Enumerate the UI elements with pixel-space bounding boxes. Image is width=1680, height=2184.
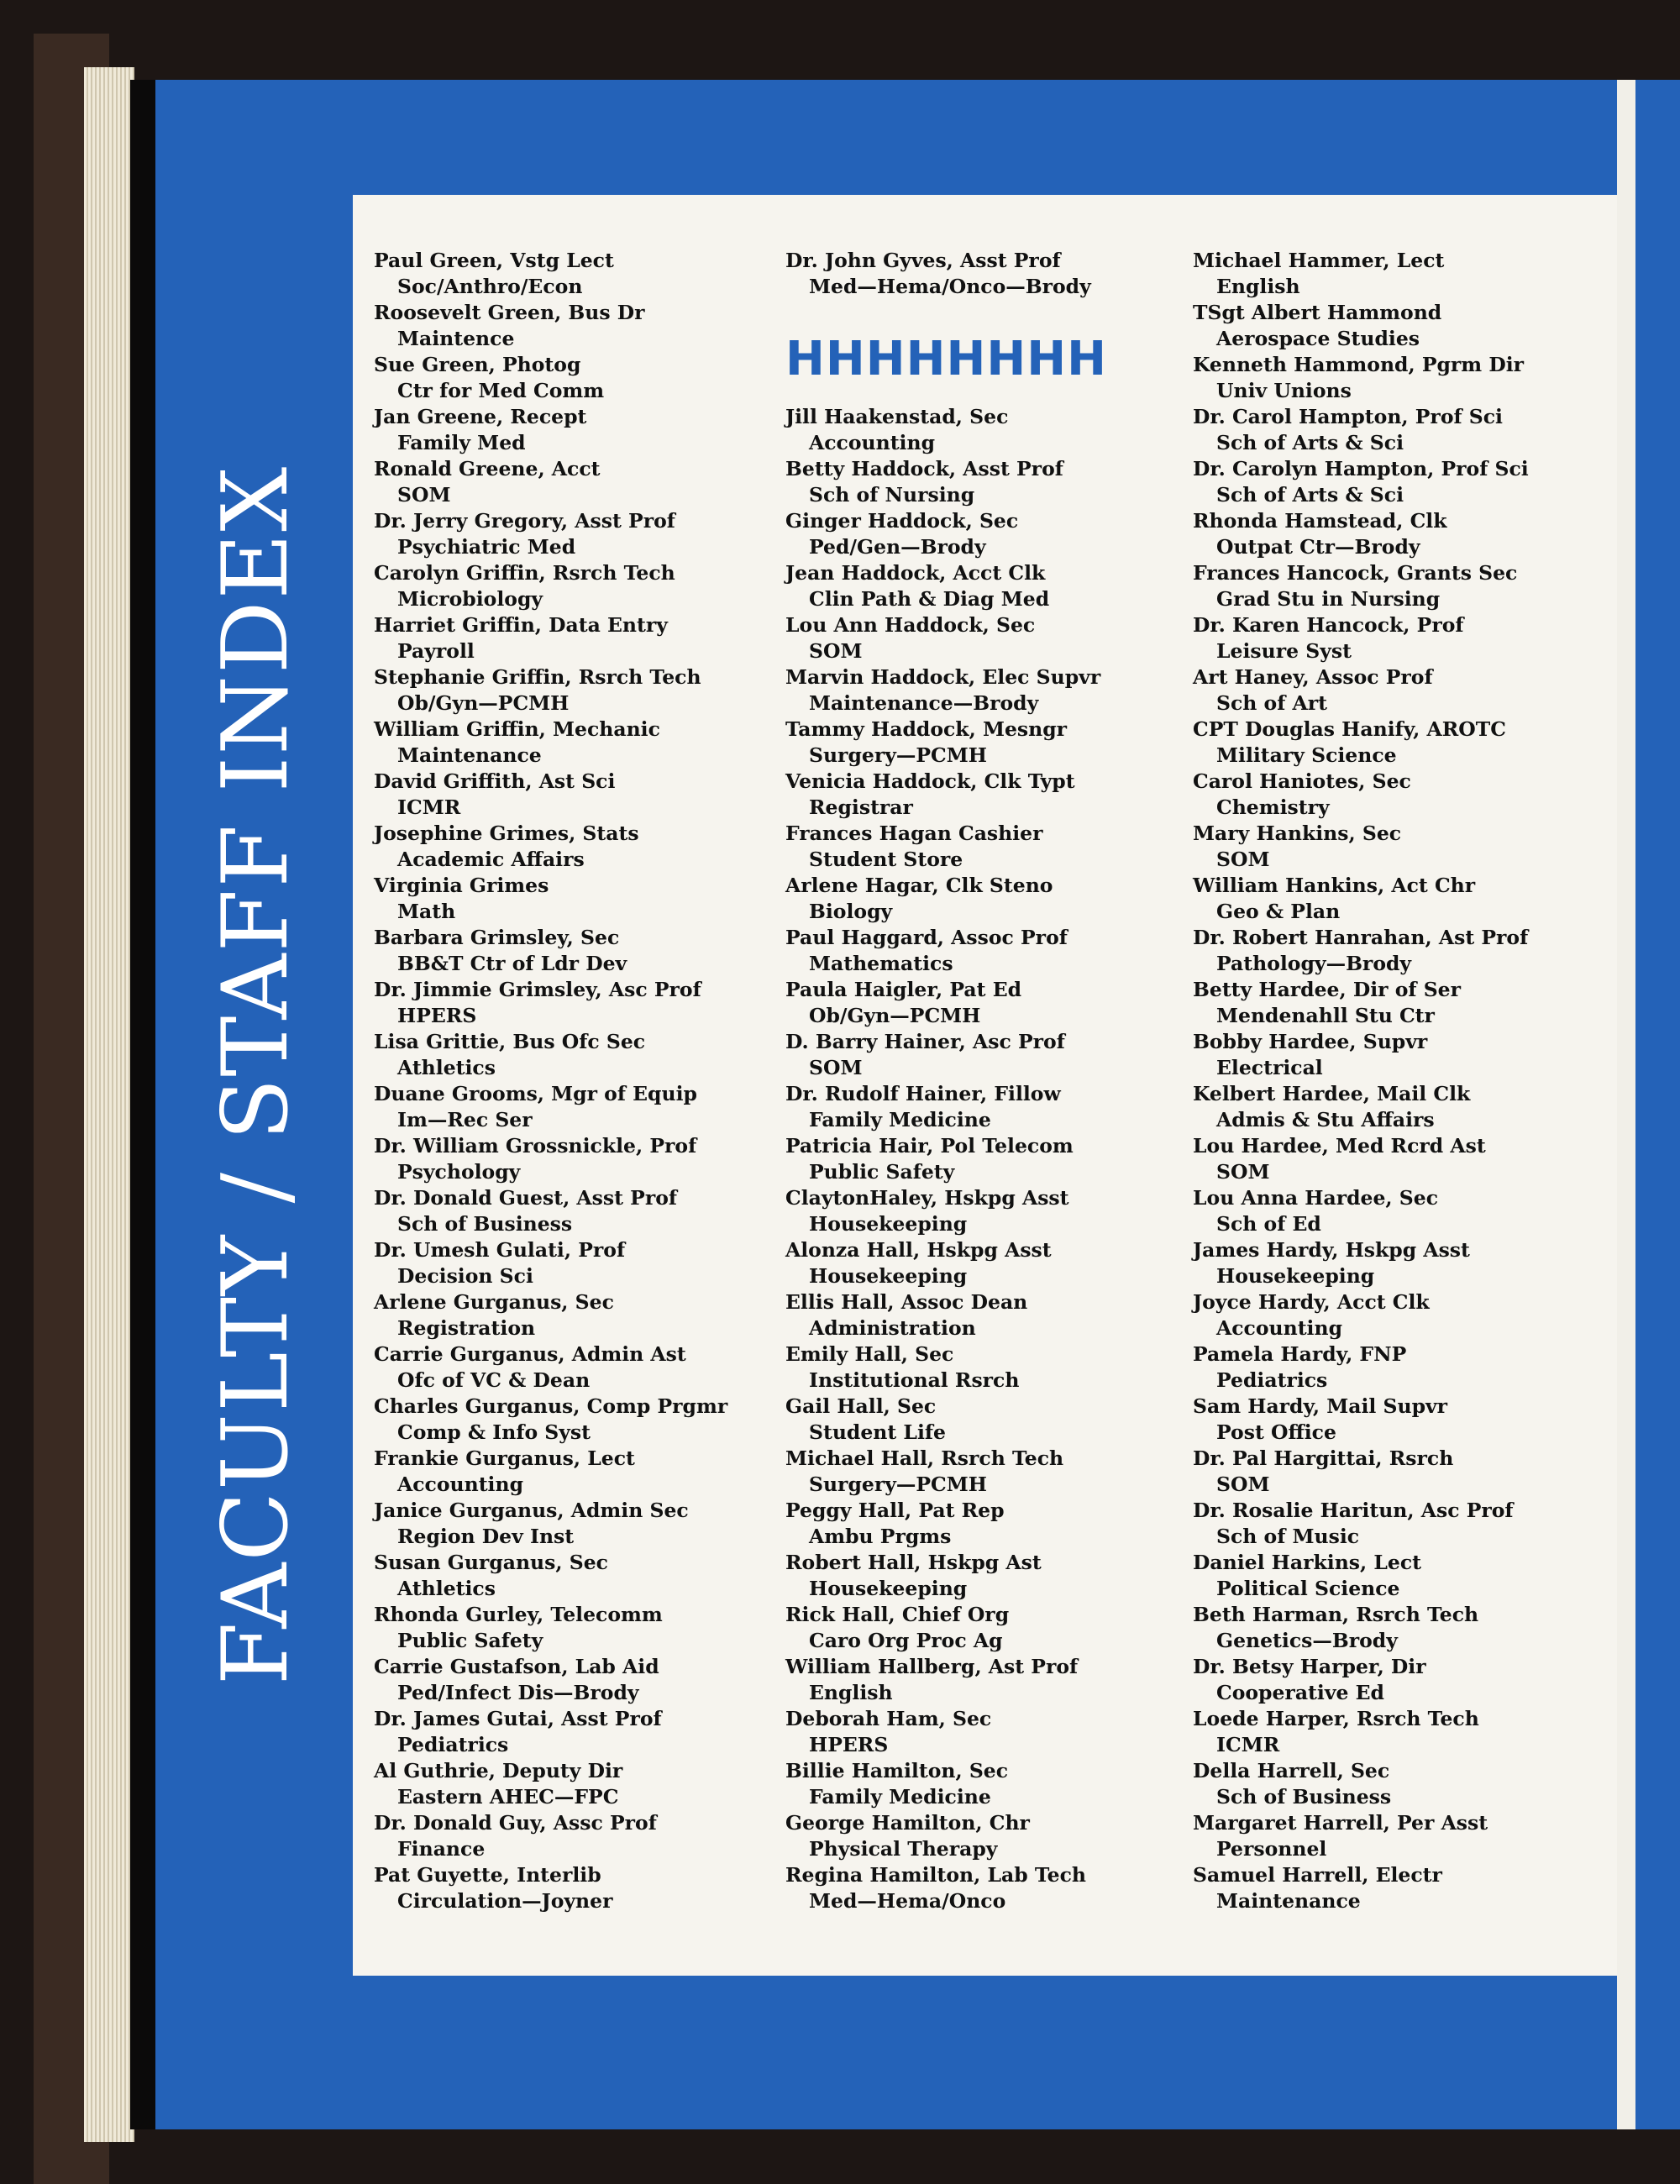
entry-name: Samuel Harrell, Electr [1193, 1863, 1442, 1887]
entry-department: Caro Org Proc Ag [809, 1629, 1003, 1652]
entry-department: Sch of Business [1216, 1785, 1392, 1809]
index-entry [1193, 508, 1596, 560]
index-entry [374, 664, 769, 717]
entry-name: Paul Haggard, Assoc Prof [785, 926, 1068, 949]
entry-name: William Hankins, Act Chr [1193, 874, 1476, 897]
entry-department: Med—Hema/Onco—Brody [809, 275, 1091, 298]
entry-name: Charles Gurganus, Comp Prgmr [374, 1394, 728, 1418]
entry-name: Lou Hardee, Med Rcrd Ast [1193, 1134, 1486, 1158]
entry-department: English [809, 1681, 893, 1704]
index-entry [1193, 664, 1596, 717]
entry-department: SOM [809, 1056, 863, 1079]
page-stack-edges [84, 67, 134, 2142]
index-entry [785, 1341, 1180, 1394]
index-entry [374, 1706, 769, 1758]
entry-name: Michael Hall, Rsrch Tech [785, 1446, 1064, 1470]
entry-department: Political Science [1216, 1577, 1400, 1600]
entry-name: Della Harrell, Sec [1193, 1759, 1390, 1782]
index-entry [785, 1029, 1180, 1081]
entry-department: Ped/Gen—Brody [809, 535, 986, 559]
entry-department: Housekeeping [809, 1264, 968, 1288]
index-entry [1193, 977, 1596, 1029]
entry-department: Student Life [809, 1420, 946, 1444]
index-entry [785, 1758, 1180, 1810]
index-entry [785, 1185, 1180, 1237]
index-entry [1193, 717, 1596, 769]
entry-name: Duane Grooms, Mgr of Equip [374, 1082, 697, 1105]
entry-department: English [1216, 275, 1300, 298]
index-entry [785, 1810, 1180, 1862]
index-entry [785, 1237, 1180, 1289]
entry-name: Kenneth Hammond, Pgrm Dir [1193, 353, 1525, 376]
entry-department: Soc/Anthro/Econ [397, 275, 583, 298]
entry-department: Maintenance [1216, 1889, 1361, 1913]
entry-name: Venicia Haddock, Clk Typt [785, 769, 1075, 793]
index-entry [374, 456, 769, 508]
entry-name: Rick Hall, Chief Org [785, 1603, 1010, 1626]
entry-name: Sue Green, Photog [374, 353, 581, 376]
entry-name: David Griffith, Ast Sci [374, 769, 616, 793]
entry-department: Maintence [397, 327, 515, 350]
entry-name: Betty Haddock, Asst Prof [785, 457, 1063, 480]
entry-name: Gail Hall, Sec [785, 1394, 937, 1418]
index-entry [1193, 1602, 1596, 1654]
entry-department: Registrar [809, 795, 913, 819]
entry-name: Stephanie Griffin, Rsrch Tech [374, 665, 701, 689]
index-entry [1193, 1706, 1596, 1758]
index-entry [374, 1862, 769, 1914]
entry-department: HPERS [397, 1004, 477, 1027]
index-entry [1193, 1029, 1596, 1081]
entry-department: Finance [397, 1837, 486, 1861]
entry-name: Deborah Ham, Sec [785, 1707, 992, 1730]
entry-department: Family Medicine [809, 1785, 991, 1809]
entry-name: Carol Haniotes, Sec [1193, 769, 1411, 793]
index-entry [374, 1185, 769, 1237]
entry-name: Joyce Hardy, Acct Clk [1193, 1290, 1430, 1314]
index-entry [374, 1654, 769, 1706]
entry-name: Alonza Hall, Hskpg Asst [785, 1238, 1052, 1262]
entry-department: SOM [397, 483, 451, 507]
entry-name: Dr. Robert Hanrahan, Ast Prof [1193, 926, 1529, 949]
entry-department: Biology [809, 900, 893, 923]
entry-name: Dr. Rosalie Haritun, Asc Prof [1193, 1499, 1514, 1522]
entry-name: TSgt Albert Hammond [1193, 301, 1442, 324]
entry-department: Student Store [809, 848, 963, 871]
entry-department: BB&T Ctr of Ldr Dev [397, 952, 627, 975]
index-entry [785, 1862, 1180, 1914]
entry-department: Psychology [397, 1160, 521, 1184]
entry-name: D. Barry Hainer, Asc Prof [785, 1030, 1065, 1053]
index-entry [1193, 1810, 1596, 1862]
entry-name: Josephine Grimes, Stats [374, 822, 639, 845]
entry-department: Clin Path & Diag Med [809, 587, 1050, 611]
entry-name: Rhonda Gurley, Telecomm [374, 1603, 663, 1626]
entry-department: SOM [809, 639, 863, 663]
entry-department: Univ Unions [1216, 379, 1352, 402]
index-entry [785, 1289, 1180, 1341]
entry-name: Dr. Jerry Gregory, Asst Prof [374, 509, 675, 533]
entry-name: Virginia Grimes [374, 874, 549, 897]
entry-name: CPT Douglas Hanify, AROTC [1193, 717, 1506, 741]
entry-department: Sch of Ed [1216, 1212, 1321, 1236]
entry-department: Sch of Business [397, 1212, 573, 1236]
index-entry [785, 1133, 1180, 1185]
index-entry [374, 1289, 769, 1341]
entry-name: Harriet Griffin, Data Entry [374, 613, 668, 637]
entry-name: Mary Hankins, Sec [1193, 822, 1402, 845]
index-entry [785, 404, 1180, 456]
entry-department: Accounting [397, 1473, 523, 1496]
entry-department: Ctr for Med Comm [397, 379, 605, 402]
entry-department: Family Medicine [809, 1108, 991, 1131]
entry-department: Ob/Gyn—PCMH [809, 1004, 981, 1027]
entry-name: Ronald Greene, Acct [374, 457, 601, 480]
index-entry [374, 1029, 769, 1081]
entry-department: Geo & Plan [1216, 900, 1341, 923]
index-entry [1193, 1289, 1596, 1341]
index-entry [1193, 300, 1596, 352]
index-entry [374, 508, 769, 560]
index-entry [785, 821, 1180, 873]
entry-name: Betty Hardee, Dir of Ser [1193, 978, 1462, 1001]
entry-name: Dr. Donald Guy, Assc Prof [374, 1811, 657, 1835]
index-entry [374, 769, 769, 821]
entry-department: Pathology—Brody [1216, 952, 1412, 975]
entry-name: Pat Guyette, Interlib [374, 1863, 601, 1887]
entry-name: Pamela Hardy, FNP [1193, 1342, 1407, 1366]
entry-department: Eastern AHEC—FPC [397, 1785, 619, 1809]
entry-name: Arlene Gurganus, Sec [374, 1290, 614, 1314]
entry-department: Personnel [1216, 1837, 1327, 1861]
entry-department: Academic Affairs [397, 848, 585, 871]
entry-department: Outpat Ctr—Brody [1216, 535, 1420, 559]
index-entry [785, 1446, 1180, 1498]
index-entry [374, 925, 769, 977]
entry-department: Mendenahll Stu Ctr [1216, 1004, 1435, 1027]
index-column-1 [374, 248, 769, 1914]
index-entry [374, 1602, 769, 1654]
entry-department: Surgery—PCMH [809, 1473, 987, 1496]
entry-name: Lou Ann Haddock, Sec [785, 613, 1036, 637]
entry-name: William Hallberg, Ast Prof [785, 1655, 1079, 1678]
entry-name: Roosevelt Green, Bus Dr [374, 301, 645, 324]
entry-name: Emily Hall, Sec [785, 1342, 954, 1366]
entry-department: Sch of Arts & Sci [1216, 483, 1404, 507]
index-entry [785, 664, 1180, 717]
entry-department: Accounting [1216, 1316, 1342, 1340]
entry-name: Patricia Hair, Pol Telecom [785, 1134, 1074, 1158]
entry-department: Leisure Syst [1216, 639, 1352, 663]
side-title: FACULTY / STAFF INDEX [203, 465, 308, 1686]
entry-department: Comp & Info Syst [397, 1420, 591, 1444]
index-entry [374, 1498, 769, 1550]
entry-name: Carrie Gurganus, Admin Ast [374, 1342, 686, 1366]
entry-name: Jill Haakenstad, Sec [785, 405, 1009, 428]
entry-department: Sch of Nursing [809, 483, 975, 507]
index-entry [1193, 1758, 1596, 1810]
entry-name: Margaret Harrell, Per Asst [1193, 1811, 1488, 1835]
index-entry [374, 873, 769, 925]
entry-department: Electrical [1216, 1056, 1323, 1079]
entry-department: ICMR [397, 795, 461, 819]
entry-department: Ambu Prgms [809, 1525, 952, 1548]
index-entry [785, 873, 1180, 925]
letter-heading: HHHHHHHH [785, 332, 1107, 386]
index-entry [374, 404, 769, 456]
entry-name: Frankie Gurganus, Lect [374, 1446, 635, 1470]
entry-name: Daniel Harkins, Lect [1193, 1551, 1422, 1574]
index-entry [374, 717, 769, 769]
index-entry [374, 1446, 769, 1498]
entry-name: Dr. James Gutai, Asst Prof [374, 1707, 662, 1730]
index-entry [1193, 404, 1596, 456]
index-entry [374, 1341, 769, 1394]
entry-name: Regina Hamilton, Lab Tech [785, 1863, 1086, 1887]
entry-name: Paula Haigler, Pat Ed [785, 978, 1022, 1001]
index-entry [1193, 352, 1596, 404]
entry-name: Art Haney, Assoc Prof [1193, 665, 1433, 689]
index-column-2 [785, 248, 1180, 1914]
entry-name: Dr. Donald Guest, Asst Prof [374, 1186, 677, 1210]
index-entry [374, 821, 769, 873]
entry-name: Dr. John Gyves, Asst Prof [785, 249, 1061, 272]
entry-name: Dr. Jimmie Grimsley, Asc Prof [374, 978, 701, 1001]
entry-department: Aerospace Studies [1216, 327, 1420, 350]
entry-department: Payroll [397, 639, 475, 663]
entry-department: Maintenance [397, 743, 542, 767]
entry-name: Susan Gurganus, Sec [374, 1551, 608, 1574]
entry-name: Sam Hardy, Mail Supvr [1193, 1394, 1448, 1418]
entry-department: Ped/Infect Dis—Brody [397, 1681, 639, 1704]
index-entry [1193, 1237, 1596, 1289]
index-entry [374, 1550, 769, 1602]
entry-department: Family Med [397, 431, 526, 454]
entry-department: Region Dev Inst [397, 1525, 575, 1548]
entry-department: Admis & Stu Affairs [1216, 1108, 1435, 1131]
index-entry [785, 717, 1180, 769]
index-entry [1193, 821, 1596, 873]
index-entry [1193, 1550, 1596, 1602]
entry-department: SOM [1216, 1160, 1270, 1184]
entry-name: Frances Hagan Cashier [785, 822, 1043, 845]
entry-department: Decision Sci [397, 1264, 533, 1288]
entry-name: Dr. Rudolf Hainer, Fillow [785, 1082, 1061, 1105]
entry-name: Billie Hamilton, Sec [785, 1759, 1009, 1782]
index-entry [785, 1498, 1180, 1550]
entry-name: William Griffin, Mechanic [374, 717, 660, 741]
index-entry [374, 1133, 769, 1185]
entry-department: Microbiology [397, 587, 543, 611]
index-entry [374, 1394, 769, 1446]
entry-name: Dr. Karen Hancock, Prof [1193, 613, 1464, 637]
entry-department: Cooperative Ed [1216, 1681, 1384, 1704]
index-entry [374, 248, 769, 300]
entry-name: Al Guthrie, Deputy Dir [374, 1759, 623, 1782]
index-entry [1193, 925, 1596, 977]
entry-name: Rhonda Hamstead, Clk [1193, 509, 1447, 533]
entry-name: Robert Hall, Hskpg Ast [785, 1551, 1042, 1574]
entry-department: Pediatrics [1216, 1368, 1328, 1392]
entry-department: Grad Stu in Nursing [1216, 587, 1441, 611]
entry-name: Dr. Pal Hargittai, Rsrch [1193, 1446, 1454, 1470]
index-entry [1193, 1341, 1596, 1394]
index-entry [374, 1810, 769, 1862]
index-entry [1193, 1654, 1596, 1706]
entry-department: Pediatrics [397, 1733, 509, 1756]
index-entry [785, 1602, 1180, 1654]
index-entry [374, 560, 769, 612]
index-entry [785, 612, 1180, 664]
index-entry [785, 560, 1180, 612]
entry-name: Ginger Haddock, Sec [785, 509, 1019, 533]
entry-department: Post Office [1216, 1420, 1336, 1444]
entry-department: Surgery—PCMH [809, 743, 987, 767]
entry-department: Military Science [1216, 743, 1397, 767]
index-entry [1193, 769, 1596, 821]
entry-department: Med—Hema/Onco [809, 1889, 1006, 1913]
entry-department: Sch of Art [1216, 691, 1327, 715]
entry-name: Jan Greene, Recept [374, 405, 587, 428]
entry-name: Carolyn Griffin, Rsrch Tech [374, 561, 675, 585]
entry-name: Kelbert Hardee, Mail Clk [1193, 1082, 1471, 1105]
entry-department: Housekeeping [809, 1577, 968, 1600]
entry-department: Institutional Rsrch [809, 1368, 1020, 1392]
entry-name: Dr. Carolyn Hampton, Prof Sci [1193, 457, 1529, 480]
index-entry [785, 1654, 1180, 1706]
entry-department: ICMR [1216, 1733, 1280, 1756]
entry-name: George Hamilton, Chr [785, 1811, 1030, 1835]
index-entry [785, 1706, 1180, 1758]
index-entry [785, 977, 1180, 1029]
entry-department: Administration [809, 1316, 976, 1340]
entry-name: Peggy Hall, Pat Rep [785, 1499, 1005, 1522]
entry-name: James Hardy, Hskpg Asst [1193, 1238, 1470, 1262]
entry-name: Paul Green, Vstg Lect [374, 249, 614, 272]
entry-name: Janice Gurganus, Admin Sec [374, 1499, 689, 1522]
entry-department: Ofc of VC & Dean [397, 1368, 591, 1392]
index-entry [785, 508, 1180, 560]
index-entry [785, 769, 1180, 821]
index-entry [785, 925, 1180, 977]
index-entry [374, 977, 769, 1029]
index-entry [1193, 1133, 1596, 1185]
entry-department: Sch of Arts & Sci [1216, 431, 1404, 454]
entry-name: Dr. William Grossnickle, Prof [374, 1134, 697, 1158]
index-entry [1193, 1081, 1596, 1133]
entry-name: ClaytonHaley, Hskpg Asst [785, 1186, 1069, 1210]
entry-department: HPERS [809, 1733, 889, 1756]
entry-name: Lisa Grittie, Bus Ofc Sec [374, 1030, 646, 1053]
facing-page-blue-border [1635, 80, 1680, 2129]
entry-department: Athletics [397, 1577, 496, 1600]
index-entry [1193, 248, 1596, 300]
entry-name: Jean Haddock, Acct Clk [785, 561, 1046, 585]
index-entry [1193, 1862, 1596, 1914]
entry-department: Maintenance—Brody [809, 691, 1039, 715]
entry-department: SOM [1216, 1473, 1270, 1496]
entry-name: Beth Harman, Rsrch Tech [1193, 1603, 1479, 1626]
index-entry [1193, 456, 1596, 508]
entry-name: Ellis Hall, Assoc Dean [785, 1290, 1028, 1314]
entry-department: Housekeeping [809, 1212, 968, 1236]
index-entry [785, 1081, 1180, 1133]
entry-name: Dr. Betsy Harper, Dir [1193, 1655, 1426, 1678]
index-entry [1193, 612, 1596, 664]
entry-name: Barbara Grimsley, Sec [374, 926, 620, 949]
index-entry [374, 1237, 769, 1289]
index-entry [374, 1081, 769, 1133]
entry-department: Psychiatric Med [397, 535, 576, 559]
index-entry [1193, 873, 1596, 925]
entry-department: Physical Therapy [809, 1837, 998, 1861]
index-entry [1193, 1394, 1596, 1446]
index-entry [785, 248, 1180, 300]
entry-department: Im—Rec Ser [397, 1108, 533, 1131]
index-entry [785, 1550, 1180, 1602]
facing-page-edge [1617, 80, 1680, 2129]
entry-name: Dr. Umesh Gulati, Prof [374, 1238, 626, 1262]
index-entry [374, 300, 769, 352]
entry-department: Math [397, 900, 456, 923]
index-entry [1193, 1446, 1596, 1498]
index-column-3 [1193, 248, 1596, 1914]
entry-name: Arlene Hagar, Clk Steno [785, 874, 1053, 897]
entry-department: Registration [397, 1316, 536, 1340]
entry-name: Tammy Haddock, Mesngr [785, 717, 1068, 741]
entry-department: Athletics [397, 1056, 496, 1079]
entry-department: Ob/Gyn—PCMH [397, 691, 570, 715]
entry-name: Michael Hammer, Lect [1193, 249, 1445, 272]
entry-department: Public Safety [809, 1160, 955, 1184]
index-entry [1193, 1498, 1596, 1550]
entry-department: Accounting [809, 431, 935, 454]
entry-department: Circulation—Joyner [397, 1889, 613, 1913]
entry-department: Public Safety [397, 1629, 543, 1652]
index-entry [374, 352, 769, 404]
entry-department: SOM [1216, 848, 1270, 871]
entry-name: Bobby Hardee, Supvr [1193, 1030, 1428, 1053]
index-entry [374, 612, 769, 664]
entry-name: Frances Hancock, Grants Sec [1193, 561, 1518, 585]
entry-department: Housekeeping [1216, 1264, 1375, 1288]
entry-name: Lou Anna Hardee, Sec [1193, 1186, 1439, 1210]
entry-name: Loede Harper, Rsrch Tech [1193, 1707, 1479, 1730]
entry-department: Genetics—Brody [1216, 1629, 1398, 1652]
index-entry [1193, 1185, 1596, 1237]
index-entry [1193, 560, 1596, 612]
entry-name: Dr. Carol Hampton, Prof Sci [1193, 405, 1503, 428]
index-entry [785, 456, 1180, 508]
entry-name: Carrie Gustafson, Lab Aid [374, 1655, 659, 1678]
index-entry [785, 1394, 1180, 1446]
index-entry [374, 1758, 769, 1810]
entry-department: Sch of Music [1216, 1525, 1360, 1548]
entry-department: Mathematics [809, 952, 953, 975]
spine-shadow [130, 80, 155, 2129]
entry-department: Chemistry [1216, 795, 1330, 819]
entry-name: Marvin Haddock, Elec Supvr [785, 665, 1101, 689]
